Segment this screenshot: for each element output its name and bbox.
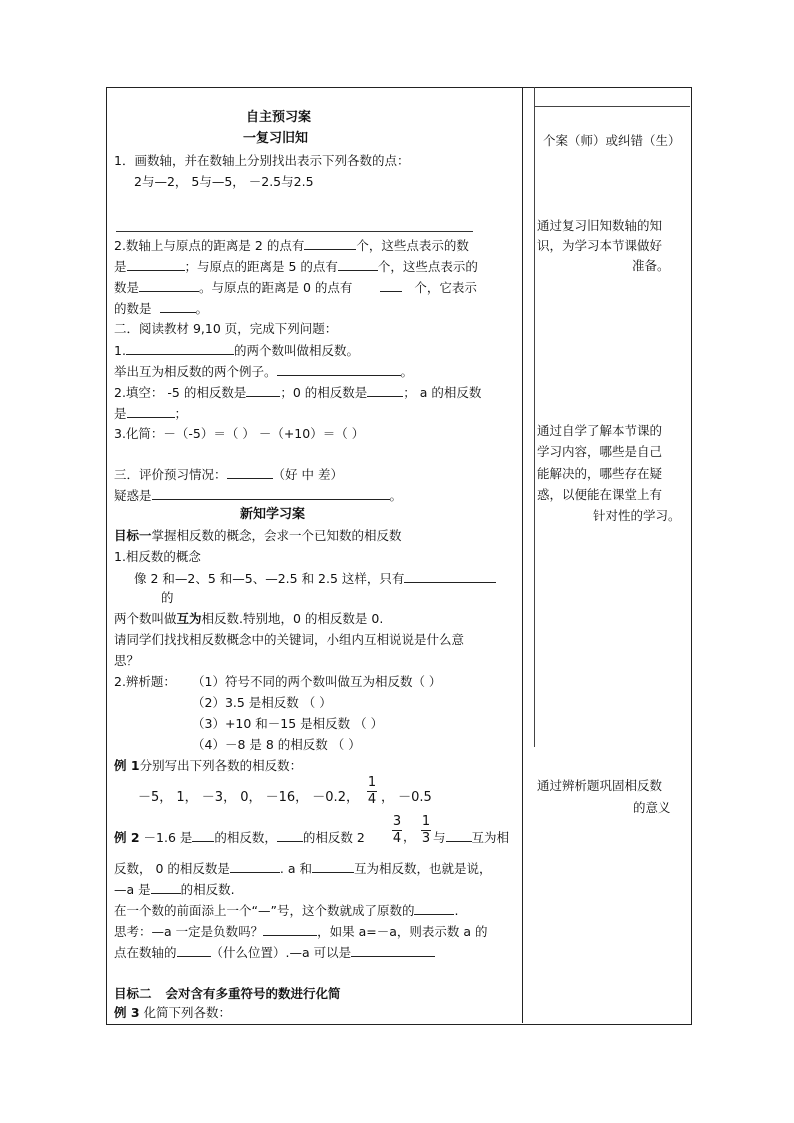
question-1: 1．画数轴，并在数轴上分别找出表示下列各数的点： — [114, 153, 410, 168]
blank[interactable] — [367, 383, 403, 397]
blank[interactable] — [380, 278, 402, 292]
section-2-item-1-examples: 举出互为相反数的两个例子。 。 — [114, 364, 414, 379]
side-note-2-line-4: 惑，以便能在课堂上有 — [537, 487, 663, 502]
side-note-3-line-1: 通过辨析题巩固相反数 — [537, 778, 663, 793]
side-divider — [534, 87, 535, 747]
blank[interactable] — [177, 943, 211, 957]
section-2-heading: 二．阅读教材 9,10 页，完成下列问题： — [114, 321, 338, 336]
goal-2: 目标二 会对含有多重符号的数进行化简 — [114, 986, 341, 1001]
fraction-three-quarters: 3 4 — [392, 814, 402, 846]
discrimination-label: 2.辨析题： — [114, 674, 176, 689]
section-3-evaluation: 三．评价预习情况： （好 中 差） — [114, 467, 343, 482]
blank[interactable] — [338, 257, 378, 271]
blank[interactable] — [151, 880, 181, 894]
example-2-comma: ， — [403, 829, 416, 844]
question-2-line-4: 的数是 。 — [114, 301, 209, 316]
example-2-line-1-end: 与 互为相 — [433, 830, 510, 845]
side-note-2-line-2: 学习内容，哪些是自己 — [537, 444, 663, 459]
new-lesson-title: 新知学习案 — [240, 507, 306, 522]
blank[interactable] — [414, 901, 454, 915]
example-1-numbers-b: ， －0.5 — [381, 790, 432, 805]
blank[interactable] — [277, 828, 303, 842]
blank[interactable] — [227, 465, 273, 479]
blank[interactable] — [126, 341, 234, 355]
example-2-line-1: 例 2 －1.6 是 的相反数， 的相反数 2 — [114, 830, 365, 845]
side-note-1-line-2: 识，为学习本节课做好 — [537, 238, 663, 253]
question-2-line-3: 数是 。与原点的距离是 0 的点有 个，它表示 — [114, 280, 477, 295]
example-1-numbers-a: －5， 1， －3， 0， －16， －0.2， — [138, 790, 359, 805]
side-note-2-line-5: 针对性的学习。 — [593, 508, 681, 523]
blank[interactable] — [277, 362, 401, 376]
review-heading: 一复习旧知 — [243, 131, 309, 146]
concept-heading: 1.相反数的概念 — [114, 549, 201, 564]
side-header: 个案（师）或纠错（生） — [543, 133, 681, 148]
concept-line-3: 请同学们找找相反数概念中的关键词，小组内互相说说是什么意 — [114, 632, 465, 647]
example-3: 例 3 化简下列各数： — [114, 1005, 232, 1020]
example-2-line-2: 反数， 0 的相反数是 . a 和 互为相反数，也就是说， — [114, 861, 492, 876]
blank[interactable] — [160, 299, 196, 313]
side-note-2-line-3: 能解决的，哪些存在疑 — [537, 466, 663, 481]
concept-line-1: 像 2 和—2、5 和—5、—2.5 和 2.5 这样，只有 — [134, 569, 496, 588]
blank[interactable] — [246, 383, 280, 397]
section-3-doubts: 疑惑是 。 — [114, 488, 403, 503]
header-rule — [534, 106, 690, 107]
side-note-3-line-2: 的意义 — [633, 800, 671, 815]
question-2-line-1: 2.数轴上与原点的距离是 2 的点有 个，这些点表示的数 — [114, 238, 469, 253]
concept-line-1-cont: 的 — [161, 590, 174, 605]
discrimination-item-4: （4）－8 是 8 的相反数 （ ） — [192, 737, 361, 752]
blank[interactable] — [304, 236, 356, 250]
blank[interactable] — [192, 828, 214, 842]
blank[interactable] — [351, 943, 435, 957]
fraction-one-quarter: 1 4 — [367, 775, 377, 807]
blank[interactable] — [446, 828, 472, 842]
example-2-line-6: 点在数轴的 （什么位置）.—a 可以是 — [114, 943, 435, 962]
concept-line-2: 两个数叫做互为相反数.特别地，0 的相反数是 0. — [114, 611, 384, 626]
example-2-line-4: 在一个数的前面添上一个“—”号，这个数就成了原数的 . — [114, 903, 459, 918]
blank[interactable] — [263, 922, 317, 936]
preview-title: 自主预习案 — [246, 110, 312, 125]
side-note-1-line-1: 通过复习旧知数轴的知 — [537, 218, 663, 233]
number-line-answer — [116, 231, 473, 232]
fraction-one-third: 1 3 — [421, 814, 431, 846]
section-2-item-2: 2.填空： -5 的相反数是 ；0 的相反数是 ； a 的相反数 — [114, 385, 482, 400]
column-divider — [522, 87, 523, 1023]
blank[interactable] — [152, 486, 390, 500]
question-1-numbers: 2与—2， 5与—5， －2.5与2.5 — [134, 174, 314, 189]
discrimination-item-2: （2）3.5 是相反数 （ ） — [192, 695, 332, 710]
blank[interactable] — [127, 257, 185, 271]
blank[interactable] — [139, 278, 199, 292]
question-2-line-2: 是 ；与原点的距离是 5 的点有 个，这些点表示的 — [114, 259, 478, 274]
discrimination-item-3: （3）+10 和－15 是相反数 （ ） — [192, 716, 384, 731]
section-2-item-1: 1. 的两个数叫做相反数。 — [114, 343, 359, 358]
example-2-line-5: 思考：—a 一定是负数吗？ ，如果 a=－a，则表示数 a 的 — [114, 924, 488, 939]
blank[interactable] — [127, 404, 175, 418]
concept-line-4: 思？ — [114, 653, 140, 668]
blank[interactable] — [312, 859, 354, 873]
blank[interactable] — [230, 859, 280, 873]
example-1: 例 1分别写出下列各数的相反数： — [114, 758, 303, 773]
example-2-line-3: —a 是 的相反数. — [114, 882, 235, 897]
goal-1: 目标一掌握相反数的概念，会求一个已知数的相反数 — [114, 528, 402, 543]
blank[interactable] — [404, 569, 496, 583]
discrimination-item-1: （1）符号不同的两个数叫做互为相反数（ ） — [192, 674, 442, 689]
side-note-2-line-1: 通过自学了解本节课的 — [537, 423, 663, 438]
section-2-item-2-cont: 是 ； — [114, 406, 188, 421]
section-2-item-3: 3.化简：－（-5）＝（ ） －（+10）＝（ ） — [114, 426, 365, 441]
side-note-1-line-3: 准备。 — [632, 258, 670, 273]
